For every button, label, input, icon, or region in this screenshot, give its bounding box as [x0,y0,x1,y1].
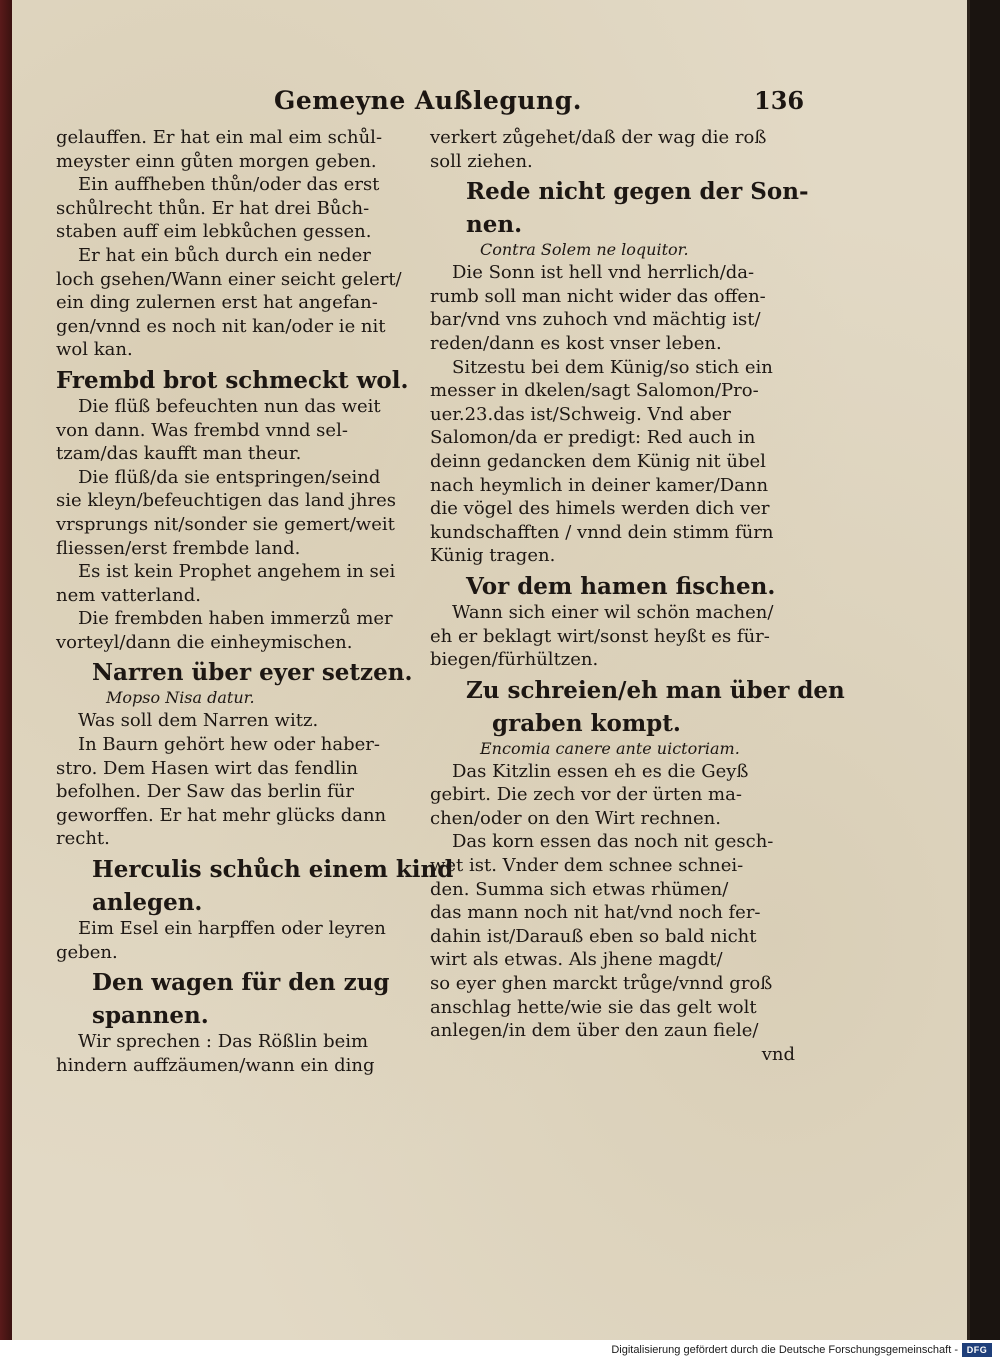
text-line: rumb soll man nicht wider das offen- [430,285,766,307]
text-line: dahin ist/Darauß eben so bald nicht [430,925,757,947]
section-heading: Herculis schůch einem kind [92,856,454,884]
text-line: Die Sonn ist hell vnd herrlich/da- [452,262,755,284]
text-line: Die flüß befeuchten nun das weit [78,395,381,417]
text-line: ein ding zulernen erst hat angefan- [56,292,378,314]
text-line: Wir sprechen : Das Rößlin beim [78,1031,369,1053]
text-line: Er hat ein bůch durch ein neder [78,244,371,266]
text-line: biegen/fürhültzen. [430,649,599,671]
text-line: soll ziehen. [430,150,533,172]
text-line: anlegen/in dem über den zaun fiele/ [430,1020,759,1042]
text-line: Salomon/da er predigt: Red auch in [430,427,756,449]
footer-credit: Digitalisierung gefördert durch die Deutsche Forschungsgemeinschaft - [611,1344,958,1356]
text-line: eh er beklagt wirt/sonst heyßt es für- [430,625,770,647]
text-line: hindern auffzäumen/wann ein ding [56,1054,375,1076]
section-heading: Rede nicht gegen der Son- [466,178,809,206]
text-line: nem vatterland. [56,584,201,606]
dfg-logo: DFG [962,1343,992,1357]
text-line: loch gsehen/Wann einer seicht gelert/ [56,268,402,290]
text-line: Die frembden haben immerzů mer [78,608,393,630]
text-line: uer.23.das ist/Schweig. Vnd aber [430,403,731,425]
text-line: recht. [56,828,110,850]
text-line: vrsprungs nit/sonder sie gemert/weit [56,513,395,535]
catchword: vnd [761,1043,795,1065]
text-line: Eim Esel ein harpffen oder leyren [78,918,386,940]
text-line: wirt als etwas. Als jhene magdt/ [430,949,723,971]
text-line: Die flüß/da sie entspringen/seind [78,466,381,488]
text-line: Wann sich einer wil schön machen/ [452,601,774,623]
section-heading: Narren über eyer setzen. [92,659,413,687]
text-line: geben. [56,941,118,963]
text-line: deinn gedancken dem Künig nit übel [430,450,766,472]
section-heading: Vor dem hamen fischen. [466,572,776,600]
text-line: befolhen. Der Saw das berlin für [56,781,354,803]
text-line: wet ist. Vnder dem schnee schnei- [430,855,744,877]
text-line: wol kan. [56,339,133,361]
text-line: den. Summa sich etwas rhümen/ [430,878,729,900]
text-line: Das Kitzlin essen eh es die Geyß [452,760,749,782]
text-line: Es ist kein Prophet angehem in sei [78,561,396,583]
text-line: stro. Dem Hasen wirt das fendlin [56,757,359,779]
section-heading: Zu schreien/eh man über den [466,676,845,704]
text-line: kundschafften / vnnd dein stimm fürn [430,521,774,543]
text-line: Was soll dem Narren witz. [78,710,319,732]
book-page [12,0,970,1340]
section-heading: Den wagen für den zug [92,969,390,997]
text-line: gebirt. Die zech vor der ürten ma- [430,784,742,806]
text-line: sie kleyn/befeuchtigen das land jhres [56,490,396,512]
running-title: Gemeyne Außlegung. [274,86,582,115]
left-column [56,126,454,1077]
text-line: das mann noch nit hat/vnd noch fer- [430,902,761,924]
text-line: verkert zůgehet/daß der wag die roß [430,127,767,148]
right-column [430,126,845,1066]
text-line: anschlag hette/wie sie das gelt wolt [430,996,757,1018]
section-heading: spannen. [92,1002,209,1030]
text-line: Ein auffheben thůn/oder das erst [78,174,380,196]
text-line: so eyer ghen marckt trůge/vnnd groß [430,973,773,995]
text-line: Sitzestu bei dem Künig/so stich ein [452,356,773,378]
text-line: messer in dkelen/sagt Salomon/Pro- [430,380,759,402]
text-line: die vögel des himels werden dich ver [430,498,770,520]
text-line: reden/dann es kost vnser leben. [430,332,722,354]
text-line: Künig tragen. [430,545,556,567]
section-heading: Frembd brot schmeckt wol. [56,366,409,394]
text-line: vorteyl/dann die einheymischen. [56,631,353,653]
text-line: gelauffen. Er hat ein mal eim schůl- [56,127,383,148]
text-line: schůlrecht thůn. Er hat drei Bůch- [56,197,370,219]
section-heading: anlegen. [92,889,203,917]
section-heading: nen. [466,211,523,239]
text-line: tzam/das kaufft man theur. [56,443,302,465]
text-line: geworffen. Er hat mehr glücks dann [56,804,387,826]
text-line: von dann. Was frembd vnnd sel- [56,419,348,441]
text-line: In Baurn gehört hew oder haber- [78,734,380,756]
text-line: fliessen/erst frembde land. [56,537,301,559]
latin-proverb: Encomia canere ante uictoriam. [480,738,740,758]
text-line: staben auff eim lebkůchen gessen. [56,221,372,243]
page-number: 136 [754,86,805,115]
latin-proverb: Contra Solem ne loquitor. [480,240,689,260]
text-line: Das korn essen das noch nit gesch- [452,831,774,853]
latin-proverb: Mopso Nisa datur. [106,688,255,708]
page-header [12,86,967,122]
text-line: gen/vnnd es noch nit kan/oder ie nit [56,315,386,337]
book-binding-edge [0,0,12,1340]
text-line: meyster einn gůten morgen geben. [56,150,377,172]
text-line: nach heymlich in deiner kamer/Dann [430,474,769,496]
text-line: bar/vnd vns zuhoch vnd mächtig ist/ [430,309,761,331]
text-line: chen/oder on den Wirt rechnen. [430,807,721,829]
section-heading: graben kompt. [492,709,681,737]
